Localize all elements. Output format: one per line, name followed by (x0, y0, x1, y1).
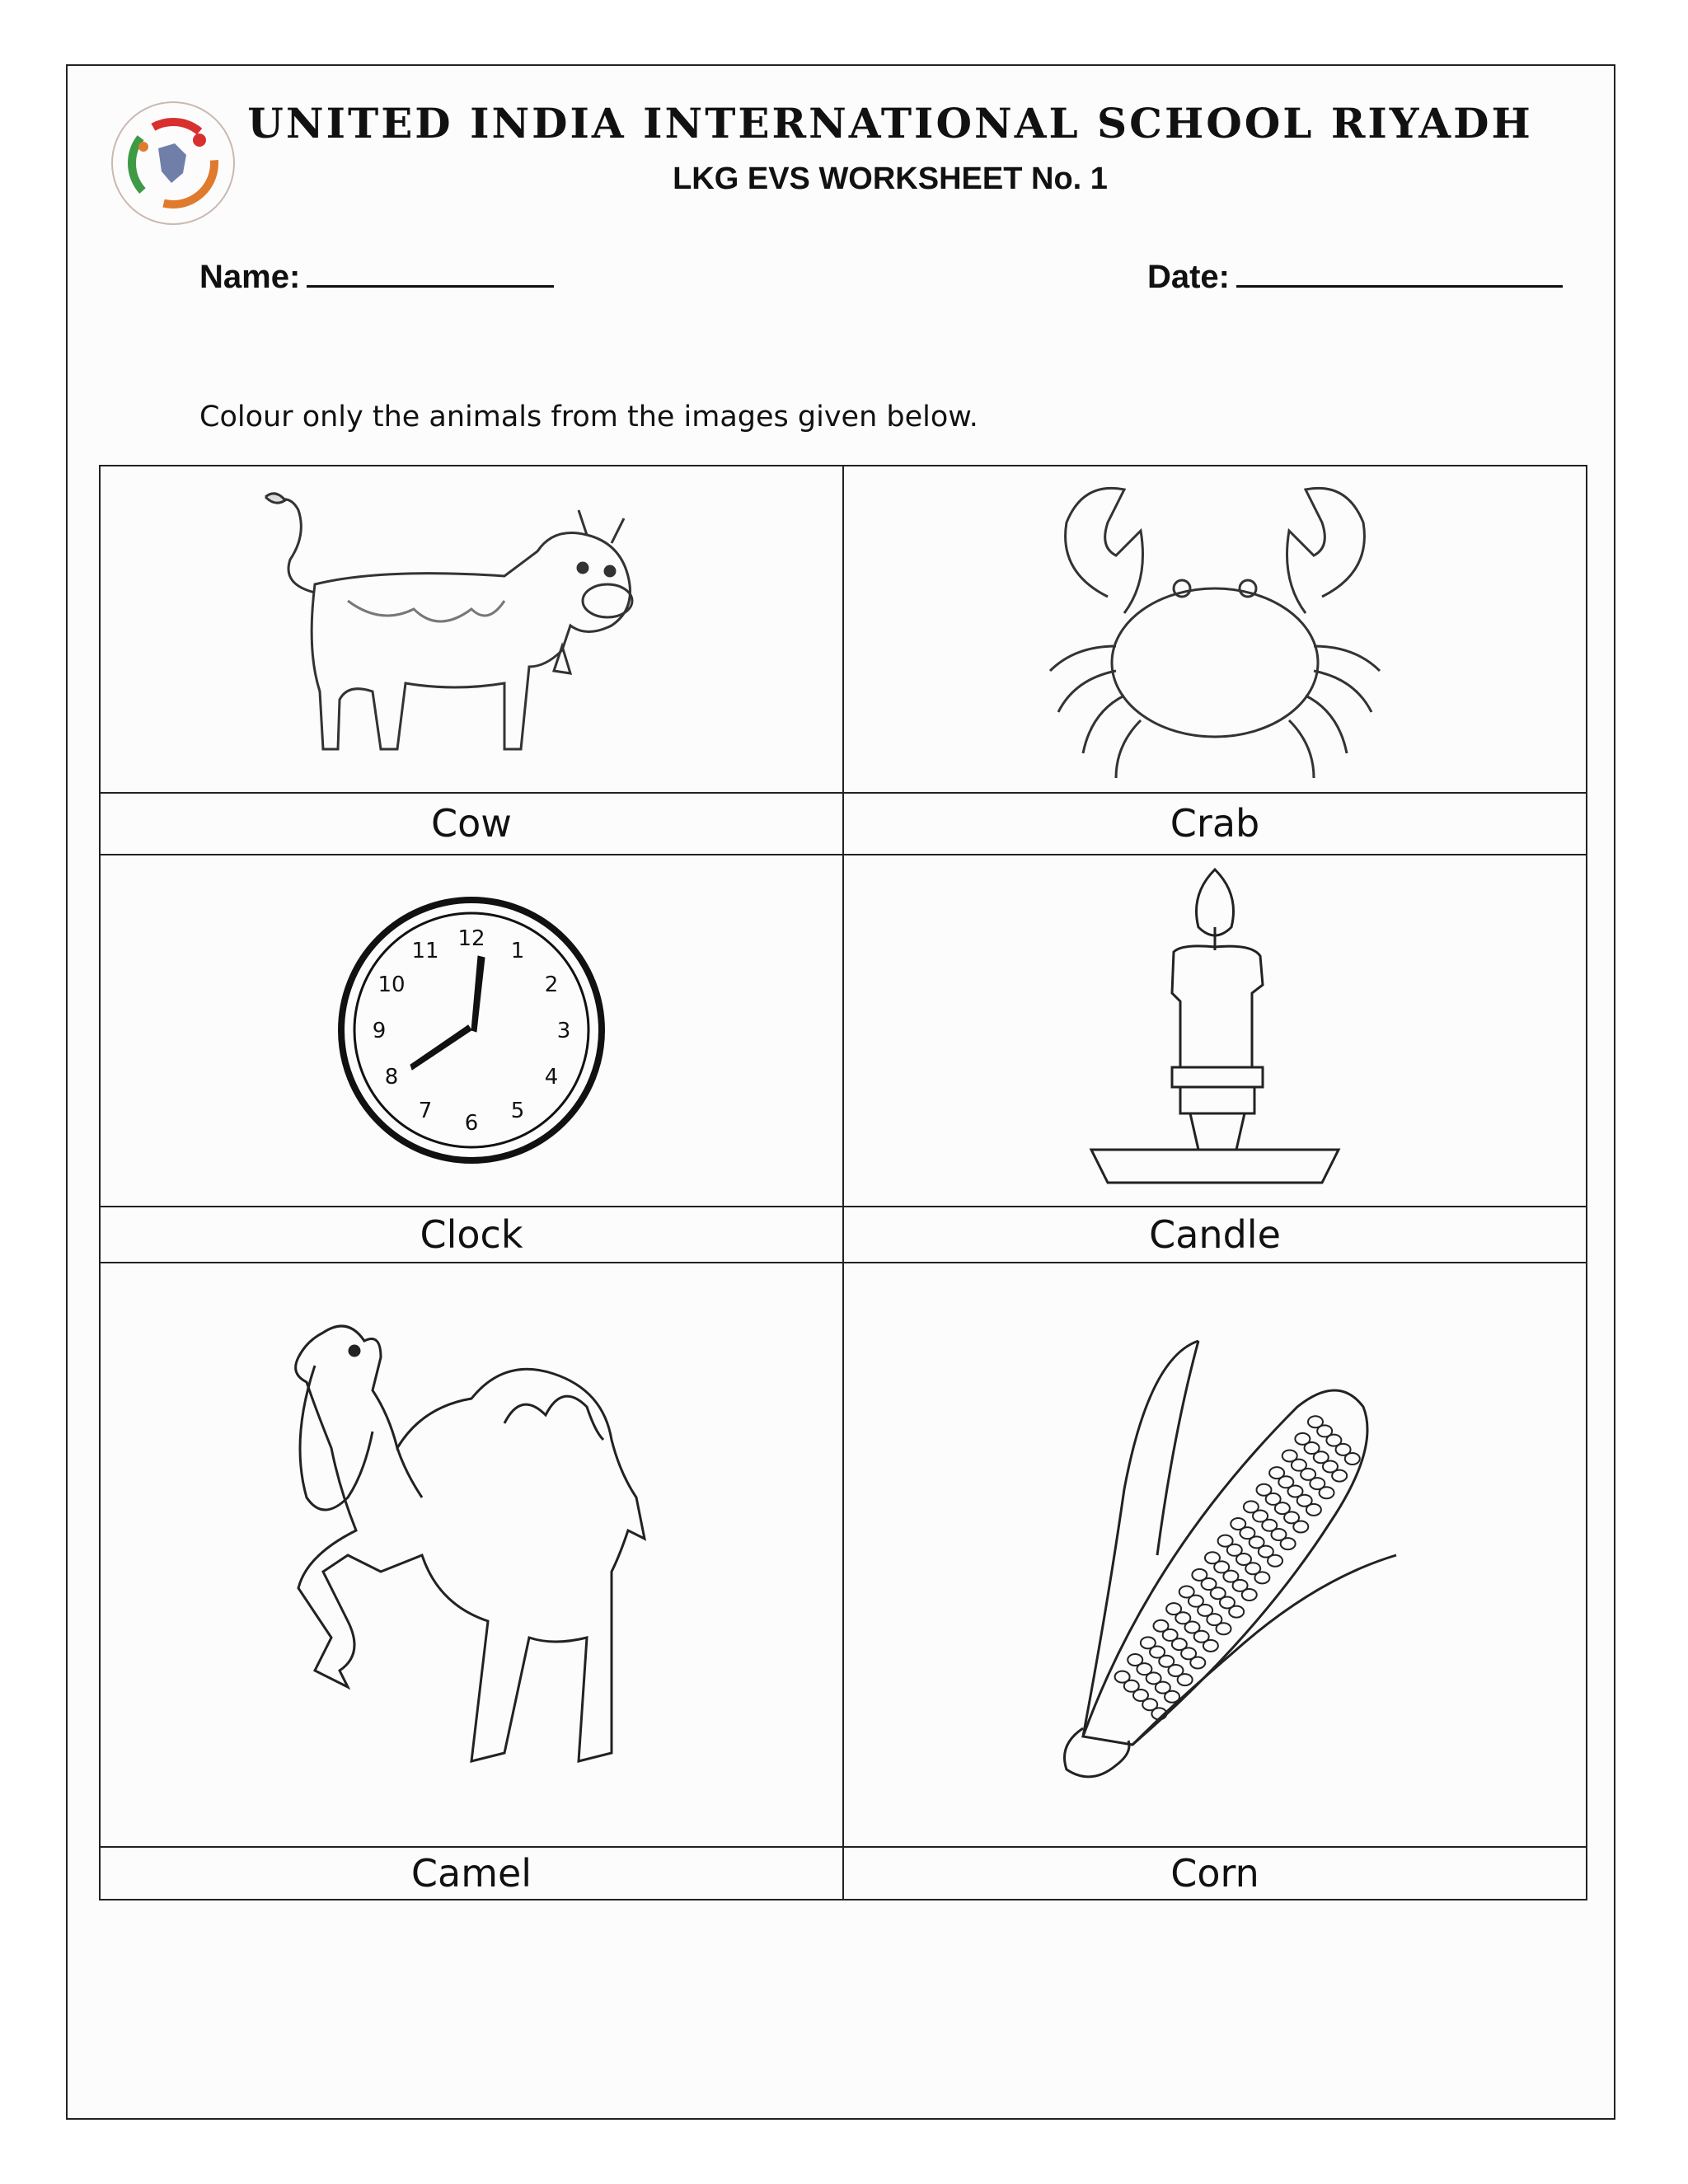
cow-label: Cow (100, 793, 843, 854)
clock-numeral: 8 (384, 1065, 399, 1090)
corn-kernel (1190, 1657, 1205, 1668)
date-blank[interactable] (1236, 280, 1563, 288)
name-field[interactable] (199, 259, 554, 296)
clock-numeral: 9 (372, 1019, 387, 1044)
clock-numeral: 6 (464, 1111, 479, 1137)
corn-kernel (1203, 1639, 1218, 1651)
crab-icon (1025, 473, 1404, 786)
clock-numeral: 5 (510, 1099, 525, 1124)
candle-icon (1075, 861, 1355, 1199)
corn-kernel (1242, 1589, 1257, 1601)
date-label: Date: (1146, 259, 1230, 295)
corn-kernel (1293, 1521, 1308, 1532)
candle-cell[interactable] (843, 855, 1587, 1207)
corn-kernel (1345, 1453, 1360, 1465)
clock-numeral: 3 (556, 1019, 571, 1044)
corn-kernel (1320, 1487, 1334, 1498)
clock-numeral: 2 (544, 972, 559, 998)
picture-grid (99, 465, 1587, 1900)
camel-icon (257, 1308, 686, 1802)
corn-kernel (1306, 1503, 1321, 1515)
clock-numeral: 4 (544, 1065, 559, 1090)
corn-kernel (1281, 1538, 1296, 1549)
corn-kernel (1178, 1674, 1193, 1685)
name-label: Name: (199, 259, 301, 295)
corn-label: Corn (843, 1847, 1587, 1900)
clock-numeral: 11 (411, 939, 439, 964)
candle-label: Candle (843, 1207, 1587, 1263)
corn-icon (984, 1308, 1446, 1802)
corn-kernel (1268, 1554, 1282, 1566)
camel-cell[interactable] (100, 1263, 843, 1846)
instruction-text: Colour only the animals from the images given below. (199, 401, 978, 434)
corn-cell[interactable] (843, 1263, 1587, 1846)
clock-numeral: 1 (510, 939, 525, 964)
corn-kernel (1254, 1572, 1269, 1583)
clock-label: Clock (100, 1207, 843, 1263)
worksheet-title: LKG EVS WORKSHEET No. 1 (673, 162, 1108, 196)
name-blank[interactable] (307, 280, 554, 288)
school-name: UNITED INDIA INTERNATIONAL SCHOOL RIYADH (247, 99, 1533, 148)
clock-numeral: 10 (377, 972, 406, 998)
corn-kernel (1217, 1623, 1231, 1634)
camel-label: Camel (100, 1847, 843, 1900)
crab-label: Crab (843, 793, 1587, 854)
clock-numeral: 12 (457, 926, 485, 952)
date-field[interactable] (1147, 259, 1563, 296)
clock-numeral: 7 (418, 1099, 433, 1124)
corn-kernel (1332, 1469, 1347, 1481)
clock-cell[interactable] (100, 855, 843, 1207)
corn-kernel (1229, 1605, 1244, 1617)
clock-icon (331, 890, 612, 1170)
worksheet-page (66, 64, 1615, 2120)
crab-cell[interactable] (843, 466, 1587, 793)
cow-cell[interactable] (100, 466, 843, 793)
cow-icon (257, 485, 686, 774)
